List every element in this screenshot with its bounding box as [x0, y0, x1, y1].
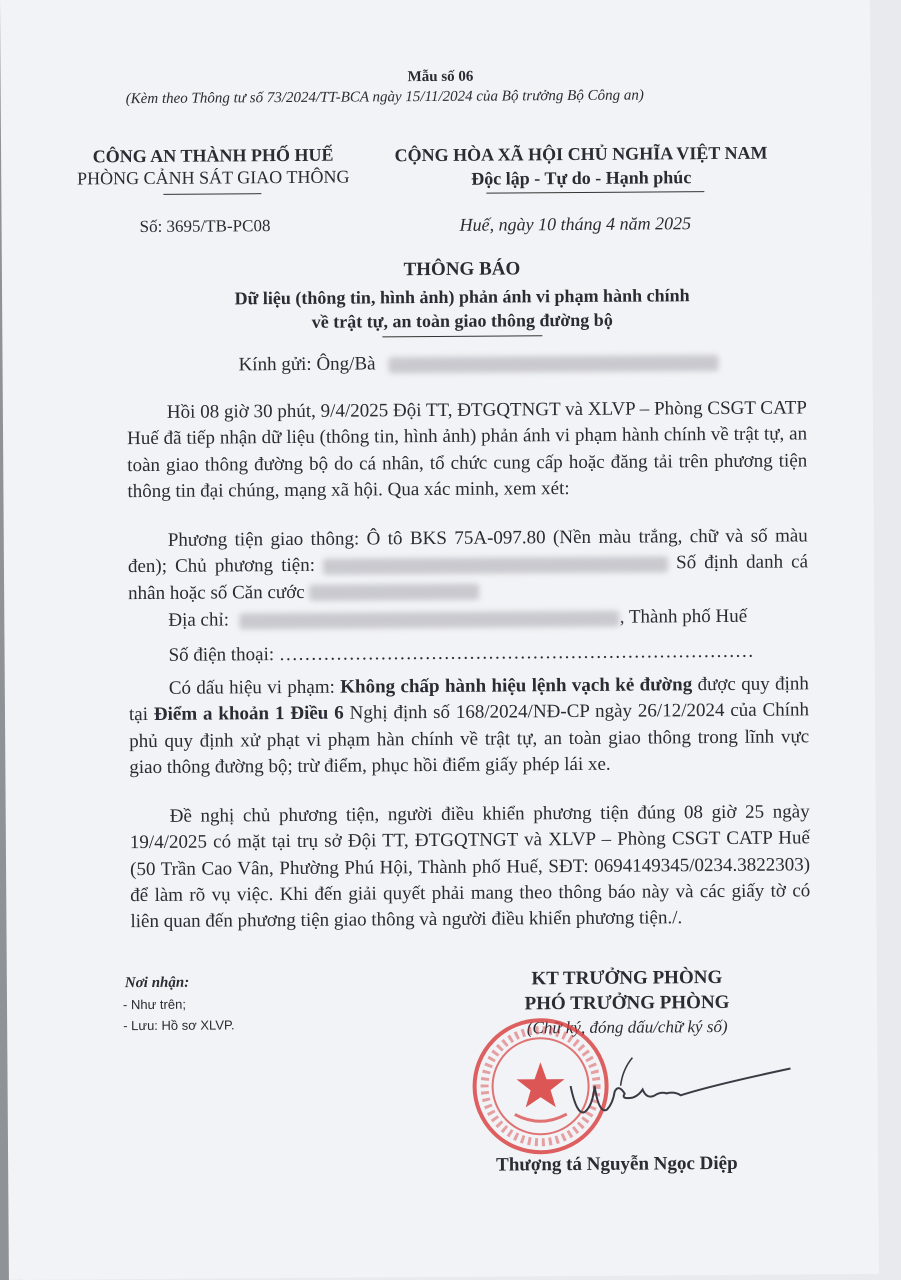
doc-number: Số: 3695/TB-PC08	[139, 216, 271, 237]
intro-text: Hồi 08 giờ 30 phút, 9/4/2025 Đội TT, ĐTGQTNGT và XLVP – Phòng CSGT CATP Huế đã tiếp nhận dữ liệu (thông tin, hình ảnh) phản ánh vi phạm hành chính về trật tự, an toàn giao thông đường bộ do cá nhân, tổ chức cung cấp hoặc đăng tải trên phương tiện thông tin đại chúng, mạng xã hội. Qua xác minh, xem xét:	[126, 397, 808, 503]
handwritten-signature-icon	[562, 1054, 792, 1126]
address-city: , Thành phố Huế	[619, 605, 748, 628]
id-label: Số định danh cá nhân hoặc số Căn cước	[128, 551, 809, 604]
signature-title-2: PHÓ TRƯỞNG PHÒNG	[524, 991, 730, 1015]
phone-label: Số điện thoại:	[168, 644, 275, 666]
redacted-recipient-name	[388, 355, 718, 373]
redacted-id	[309, 584, 479, 601]
department-name: PHÒNG CẢNH SÁT GIAO THÔNG	[76, 166, 350, 189]
violation-intro: Có dấu hiệu vi phạm:	[168, 676, 335, 699]
violation-mid: được quy định tại	[128, 673, 809, 726]
vehicle-paragraph	[128, 523, 809, 607]
recipients-label: Nơi nhận:	[124, 974, 190, 992]
redacted-owner	[323, 556, 668, 574]
place-date: Huế, ngày 10 tháng 4 năm 2025	[459, 213, 692, 235]
signature-title-1: KT TRƯỞNG PHÒNG	[531, 966, 723, 990]
left-header-rule	[163, 193, 261, 195]
address-line	[168, 606, 747, 632]
notice-title: THÔNG BÁO	[403, 258, 521, 281]
country-name: CỘNG HÒA XÃ HỘI CHỦ NGHĨA VIỆT NAM	[394, 142, 768, 166]
signature-note: (Chữ ký, đóng dấu/chữ ký số)	[526, 1016, 728, 1038]
title-rule	[382, 335, 542, 337]
request-text: Đề nghị chủ phương tiện, người điều khiển phương tiện đúng 08 giờ 25 ngày 19/4/2025 có mặt tại trụ sở Đội TT, ĐTGQTNGT và XLVP – Phòng CSGT CATP Huế (50 Trần Cao Vân, Phường Phú Hội, Thành phố Huế, SĐT: 0694149345/0234.3822303) để làm rõ vụ việc. Khi đến giải quyết phải mang theo thông báo này và các giấy tờ có liên quan đến phương tiện giao thông và người điều khiển phương tiện./.	[129, 801, 811, 933]
form-note: (Kèm theo Thông tư số 73/2024/TT-BCA ngày 15/11/2024 của Bộ trưởng Bộ Công an)	[125, 87, 644, 108]
violation-name: Không chấp hành hiệu lệnh vạch kẻ đường	[340, 674, 693, 698]
recipient-item: - Như trên;	[122, 996, 186, 1013]
phone-line	[169, 641, 754, 667]
intro-paragraph	[127, 395, 808, 505]
recipient-line	[238, 351, 718, 376]
notice-subtitle-1: Dữ liệu (thông tin, hình ảnh) phản ánh vi phạm hành chính	[234, 285, 690, 309]
right-header-rule	[486, 191, 704, 194]
address-label: Địa chỉ:	[168, 609, 230, 631]
violation-rest: Nghị định số 168/2024/NĐ-CP ngày 26/12/2024 của Chính phủ quy định xử phạt vi phạm hàn chính về trật tự, an toàn giao thông trong lĩnh vực giao thông đường bộ; trừ điểm, phục hồi điểm giấy phép lái xe.	[129, 699, 810, 779]
vehicle-text: Phương tiện giao thông: Ô tô BKS 75A-097.80 (Nền màu trắng, chữ và số màu đen); Chủ phương tiện:	[127, 525, 808, 578]
notice-subtitle-2: về trật tự, an toàn giao thông đường bộ	[311, 309, 613, 332]
violation-paragraph	[129, 671, 810, 781]
redacted-address	[240, 610, 620, 629]
form-title: Mẫu số 06	[407, 68, 474, 86]
request-paragraph	[130, 799, 811, 935]
signer-name: Thượng tá Nguyễn Ngọc Diệp	[496, 1152, 738, 1176]
motto: Độc lập - Tự do - Hạnh phúc	[471, 167, 692, 189]
recipient-item: - Lưu: Hồ sơ XLVP.	[123, 1017, 235, 1034]
phone-dots: …………………………………………………………………	[278, 640, 754, 666]
agency-name: CÔNG AN THÀNH PHỐ HUẾ	[92, 144, 334, 167]
recipient-label: Kính gửi: Ông/Bà	[238, 353, 376, 376]
violation-article: Điểm a khoản 1 Điều 6	[153, 702, 344, 726]
